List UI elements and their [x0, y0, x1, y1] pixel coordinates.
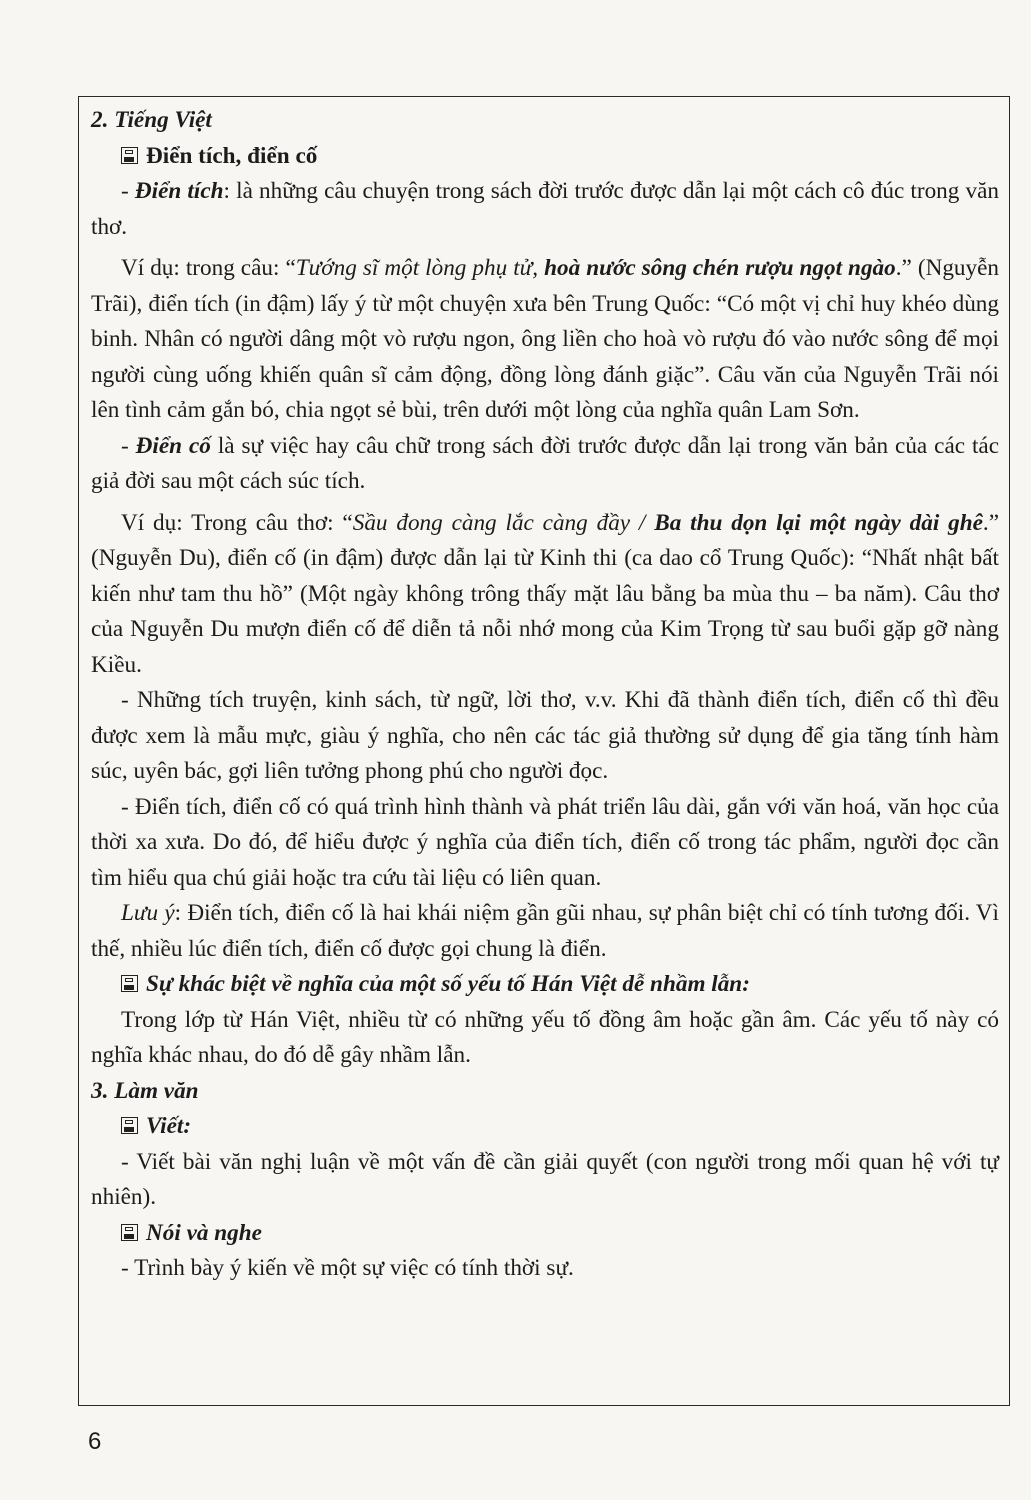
subheading-text: Điển tích, điển cố [146, 142, 318, 169]
save-icon [121, 1224, 138, 1241]
subheading-noi-va-nghe [91, 1216, 999, 1252]
paragraph-example-nguyen-trai [91, 251, 999, 429]
save-icon [121, 975, 138, 992]
paragraph-text: : là những câu chuyện trong sách đời trước được dẫn lại một cách cô đúc trong văn thơ. [91, 178, 999, 240]
subheading-text: Nói và nghe [146, 1219, 262, 1246]
example-intro: Ví dụ: Trong câu thơ: “ [121, 509, 353, 536]
term-dien-tich: Điển tích [134, 178, 224, 204]
save-icon [121, 147, 138, 164]
paragraph-note [91, 896, 999, 967]
paragraph-dien-tich-definition: - Điển tích: là những câu chuyện trong sách đời trước được dẫn lại một cách cô đúc trong văn thơ. [91, 178, 999, 240]
page-number: 6 [88, 1428, 102, 1455]
subheading-viet [91, 1109, 999, 1145]
term-dien-co: Điển cố [135, 432, 211, 459]
quote-italic: Sầu đong càng lắc càng đầy / [352, 509, 655, 536]
subheading-text: Sự khác biệt về nghĩa của một số yếu tố Hán Việt dễ nhầm lẫn: [146, 971, 750, 997]
paragraph-example-nguyen-du [91, 506, 999, 684]
content-box [78, 96, 1010, 1406]
subheading-text: Viết: [146, 1113, 192, 1139]
save-icon [121, 1117, 138, 1134]
note-label: Lưu ý [121, 900, 175, 926]
example-intro: Ví dụ: trong câu: “ [121, 255, 296, 281]
paragraph-history: - Điển tích, điển cố có quá trình hình thành và phát triển lâu dài, gắn với văn hoá, văn học của thời xa xưa. Do đó, để hiểu được ý nghĩa của điển tích, điển cố trong tác phẩm, người đọc cần tìm hiểu qua chú giải hoặc tra cứu tài liệu có liên quan. [91, 793, 999, 891]
subheading-dien-tich-dien-co [91, 139, 999, 175]
subheading-han-viet [91, 967, 999, 1003]
example-text: .” (Nguyễn Trãi), điển tích (in đậm) lấy ý từ một chuyện xưa bên Trung Quốc: “Có một vị chỉ huy khéo dùng binh. Nhân có người dâng một vò rượu ngon, ông liền cho hoà vò rượu đó vào nước sông để mọi người cùng uống khiến quân sĩ cảm động, đồng lòng đánh giặc”. Câu văn của Nguyễn Trãi nói lên tình cảm gắn bó, chia ngọt sẻ bùi, trên dưới một lòng của nghĩa quân Lam Sơn. [91, 255, 999, 423]
quote-bold: hoà nước sông chén rượu ngọt ngào [544, 255, 896, 281]
paragraph-usage: - Những tích truyện, kinh sách, từ ngữ, lời thơ, v.v. Khi đã thành điển tích, điển cố thì đều được xem là mẫu mực, giàu ý nghĩa, cho nên các tác giả thường sử dụng để gia tăng tính hàm súc, uyên bác, gợi liên tưởng phong phú cho người đọc. [91, 687, 999, 784]
paragraph-text: : Điển tích, điển cố là hai khái niệm gần gũi nhau, sự phân biệt chỉ có tính tương đối. Vì thế, nhiều lúc điển tích, điển cố được gọi chung là điển. [91, 900, 999, 962]
paragraph-viet: - Viết bài văn nghị luận về một vấn đề cần giải quyết (con người trong mối quan hệ với tự nhiên). [91, 1148, 999, 1210]
section-heading-tieng-viet: 2. Tiếng Việt [91, 107, 212, 133]
example-text: .” (Nguyễn Du), điển cố (in đậm) được dẫn lại từ Kinh thi (ca dao cổ Trung Quốc): “Nhất nhật bất kiến như tam thu hồ” (Một ngày không trông thấy mặt lâu bằng ba mùa thu – ba năm). Câu thơ của Nguyễn Du mượn điển cố để diễn tả nỗi nhớ mong của Kim Trọng từ sau buổi gặp gỡ nàng Kiều. [91, 509, 999, 678]
section-heading-lam-van: 3. Làm văn [91, 1077, 199, 1104]
paragraph-dien-co-definition: - Điển cố là sự việc hay câu chữ trong sách đời trước được dẫn lại trong văn bản của các tác giả đời sau một cách súc tích. [91, 432, 999, 494]
paragraph-text: là sự việc hay câu chữ trong sách đời trước được dẫn lại trong văn bản của các tác giả đời sau một cách súc tích. [91, 432, 999, 494]
quote-bold: Ba thu dọn lại một ngày dài ghê [654, 509, 983, 536]
paragraph-han-viet: Trong lớp từ Hán Việt, nhiều từ có những yếu tố đồng âm hoặc gần âm. Các yếu tố này có nghĩa khác nhau, do đó dễ gây nhầm lẫn. [91, 1006, 999, 1068]
paragraph-noi-va-nghe: - Trình bày ý kiến về một sự việc có tính thời sự. [121, 1255, 574, 1281]
quote-italic: Tướng sĩ một lòng phụ tử, [295, 255, 545, 281]
